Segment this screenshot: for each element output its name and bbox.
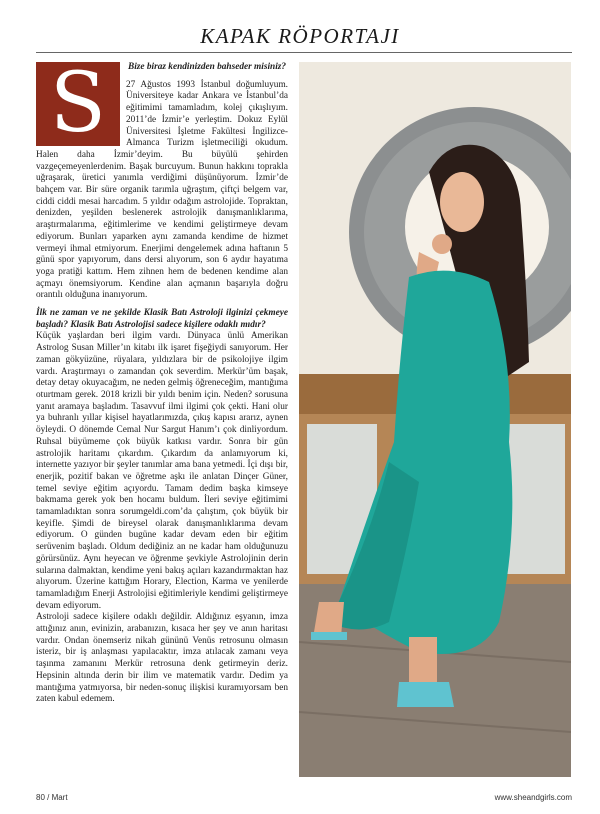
header-rule bbox=[36, 52, 572, 53]
portrait-illustration bbox=[299, 62, 571, 777]
answer-1: 27 Ağustos 1993 İstanbul doğumluyum. Üniversiteye kadar Ankara ve İstanbul’da eğitimimi tamamladım, kolej çıkışlıyım. 2011’de İzmir’e yerleştim. Dokuz Eylül Üniversitesi İşletme Fakültesi İngilizce-Almanca Turizm işletmeciliği okudum. Halen daha İzmir’deyim. Bu büyülü şehirden vazgeçemeyenlerdenim. Başak burcuyum. Bunun hakkını toprakla uğraşarak, üretici yanımla verdiğimi düşünüyorum. İzmir’de bahçem var. Bir süre organik tarımla uğraştım, çiftçi belgem var, ciddi ciddi mesai harcadım. 5 yıldır odağım astrolojide. Topraktan, denizden, yeşilden beslenerek astrolojik danışmanlıklarıma, araştırmalarıma, eğitimlerime ve kendimi geliştirmeye devam ediyorum. Bunları yaparken aynı zamanda kendime de hizmet vermeyi ihmal etmiyorum. Enerjimi dengelemek adına haftanın 5 günü spor yapıyorum, dans dersi alıyorum, son 6 aydır hayatıma yoga pratiği kattım. Hem zihnen hem de bedenen kendime alan açmayı önemsiyorum. Kendine alan açmanın başarıyla doğru orantılı olduğuna inanıyorum. bbox=[36, 79, 288, 301]
website-url: www.sheandgirls.com bbox=[494, 793, 572, 802]
article-column bbox=[36, 56, 288, 706]
question-1: Bize biraz kendinizden bahseder misiniz? bbox=[128, 62, 287, 72]
section-title: KAPAK RÖPORTAJI bbox=[200, 24, 400, 48]
answer-3: Astroloji sadece kişilere odaklı değildir. Aldığınız eşyanın, imza attığınız anın, evinizin, arabanızın, kısaca her şey ve anın haritası vardır. Ondan önemseriz nikah gününü Venüs retrosunu olmasın isteriz, bir iş anlaşması yapılacaktır, imza atılacak zamanı veya taşınma zamanını Merkür retrosuna denk getirmeyin deriz. Hepsinin altında derin bir ilim ve matematik vardır. Dedim ya mantığıma yatmıyorsa, bir neden-sonuç ilişkisi kuramıyorsam ben zaten kabul edemem. bbox=[36, 612, 288, 705]
answer-2: Küçük yaşlardan beri ilgim vardı. Dünyaca ünlü Amerikan Astrolog Susan Miller’ın kitabı ilk işaret fişeğiydi sanıyorum. Her zaman gökyüzüne, rüyalara, yıldızlara bir de psikolojiye ilgim vardı. Araştırmayı o zamandan çok severdim. Merkür’üm başak, detay detay okuyacağım, ne neden gelmiş öğreneceğim, mantığıma oturtmam gerek. 2018 krizli bir yıldı benim için. Neden? sorusuna yanıt aramaya başladım. Tasavvuf ilmi ilgimi çok çekti. Hani olur ya buhranlı yıllar kişisel hayatlarımızda, çıkış kapısı ararız, aynen öyleydi. O dönemde Cemal Nur Sargut Hanım’ı çok dinliyordum. Ruhsal büyümeme çok büyük katkısı vardır. Sonra bir gün astrolojik haritamı çıkardım. Çıkardım da anlamıyorum ki, internette yazıyor bir şeyler tanımlar ama bana yetmedi. İçi dışı bir, enerjik, pozitif bakan ve öğretme aşkı ile anlatan Dinçer Güner, temel seviye eğitim açıyordu. Tamam dedim başka kimseye bakmama gerek yok ben hocamı buldum. İleri seviye eğitimimi tamamladıktan sonra sorumgeldi.com’da çalıştım, çok büyük bir keyifle. Şimdi de bireysel olarak danışmanlıklarıma devam ediyorum. O günden bugüne kadar devam eden bir eğitim serüvenim başladı. Oldum dediğiniz an ne kadar ham olduğunuzu görürsünüz. Aynı heyecan ve öğrenme şevkiyle Astrolojinin derin sularına dalmaktan, kendime yeni bakış açıları kazandırmaktan haz alıyorum. Üzerine kattığım Horary, Election, Karma ve yenilerde tamamladığım Enerji Astrolojisi eğitimleriyle kendimi geliştirmeye devam ediyorum. bbox=[36, 331, 288, 611]
drop-cap: S bbox=[36, 62, 120, 146]
cover-photo bbox=[299, 62, 571, 777]
question-2: İlk ne zaman ve ne şekilde Klasik Batı Astroloji ilginizi çekmeye başladı? Klasik Batı Astrolojisi sadece kişilere odaklı mıdır? bbox=[36, 308, 288, 330]
page-number: 80 / Mart bbox=[36, 793, 68, 802]
